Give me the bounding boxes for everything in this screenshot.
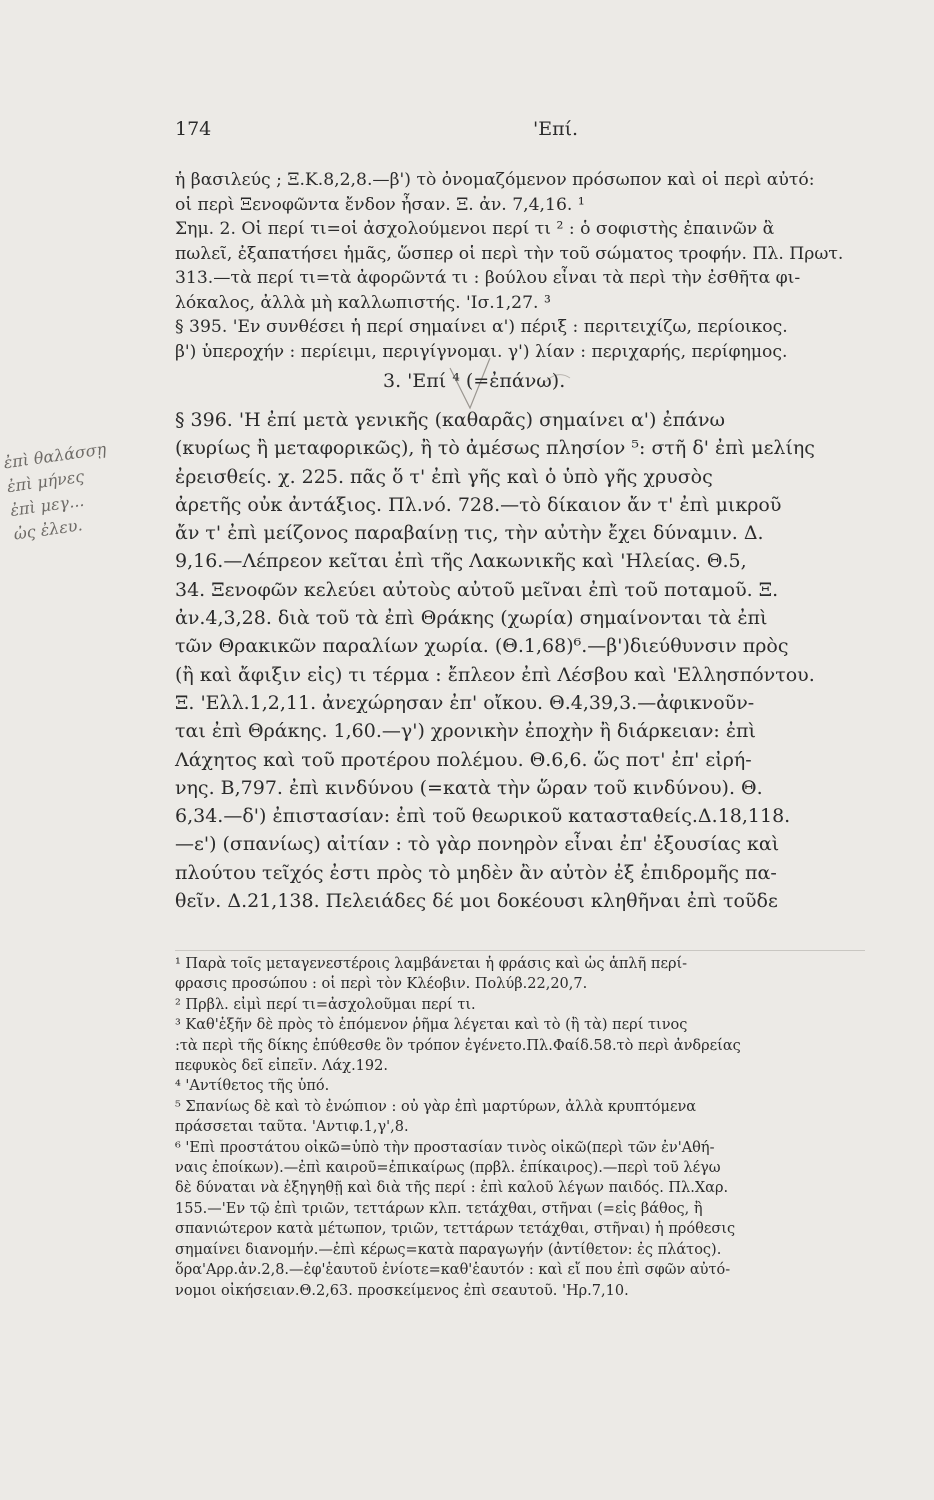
handwritten-note: ἐπὶ μήνες xyxy=(5,466,86,497)
handwritten-note: ὠς ἐλευ. xyxy=(12,515,84,544)
text-line: ἄν τ' ἐπὶ μείζονος παραβαίνῃ τις, τὴν αὐτὴν ἔχει δύναμιν. Δ. xyxy=(175,522,764,545)
page-header xyxy=(175,118,875,148)
text-line: ται ἐπὶ Θράκης. 1,60.—γ') χρονικὴν ἐποχὴν ἢ διάρκειαν: ἐπὶ xyxy=(175,720,756,743)
footnote-line: ναις ἐποίκων).—ἐπὶ καιροῦ=ἐπικαίρως (πρβλ. ἐπίκαιρος).—περὶ τοῦ λέγω xyxy=(175,1160,721,1177)
footnote-line: ὅρα'Αρρ.ἀν.2,8.—ἐφ'ἑαυτοῦ ἐνίοτε=καθ'ἑαυτόν : καὶ εἴ που ἐπὶ σφῶν αὐτό- xyxy=(175,1262,731,1279)
footnote-line: ⁶ 'Επὶ προστάτου οἰκῶ=ὑπὸ τὴν προστασίαν τινὸς οἰκῶ(περὶ τῶν ἐν'Αθή- xyxy=(175,1139,715,1156)
text-line: Σημ. 2. Οἱ περί τι=οἱ ἀσχολούμενοι περί τι ² : ὁ σοφιστὴς ἐπαινῶν ἃ xyxy=(175,219,775,239)
footnote-line: ³ Καθ'ἑξῆν δὲ πρὸς τὸ ἑπόμενον ῥῆμα λέγεται καὶ τὸ (ἢ τὰ) περί τινος xyxy=(175,1017,688,1034)
text-line: (κυρίως ἢ μεταφορικῶς), ἢ τὸ ἀμέσως πλησίον ⁵: στῆ δ' ἐπὶ μελίης ἐρεισθείς. χ. 225. πᾶς ὅ τ' ἐπὶ γῆς καὶ ὁ ὑπὸ γῆς χρυσὸς xyxy=(175,437,815,488)
text-line: —ε') (σπανίως) αἰτίαν : τὸ γὰρ πονηρὸν εἶναι ἐπ' ἐξουσίας καὶ xyxy=(175,833,780,856)
text-line: 313.—τὰ περί τι=τὰ ἀφορῶντά τι : βούλου εἶναι τὰ περὶ τὴν ἐσθῆτα φι- xyxy=(175,268,801,288)
text-line: 9,16.—Λέπρεον κεῖται ἐπὶ τῆς Λακωνικῆς καὶ 'Ηλείας. Θ.5, xyxy=(175,550,747,573)
text-line: τῶν Θρακικῶν παραλίων χωρία. (Θ.1,68)⁶.—β')διεύθυνσιν πρὸς xyxy=(175,635,789,658)
footnote-line: ⁴ 'Αντίθετος τῆς ὑπό. xyxy=(175,1078,330,1095)
text-line: 6,34.—δ') ἐπιστασίαν: ἐπὶ τοῦ θεωρικοῦ κατασταθείς.Δ.18,118. xyxy=(175,805,791,828)
running-title: 'Επί. xyxy=(533,118,579,140)
text-line: Λάχητος καὶ τοῦ προτέρου πολέμου. Θ.6,6. ὥς ποτ' ἐπ' εἰρή- xyxy=(175,748,752,771)
footnote-line: :τὰ περὶ τῆς δίκης ἐπύθεσθε ὃν τρόπον ἐγένετο.Πλ.Φαίδ.58.τὸ περὶ ἀνδρείας xyxy=(175,1037,741,1054)
margin-handwriting xyxy=(2,429,174,546)
text-line: πωλεῖ, ἐξαπατήσει ἡμᾶς, ὥσπερ οἱ περὶ τὴν τοῦ σώματος τροφήν. Πλ. Πρωτ. xyxy=(175,243,844,264)
footnote-line: πράσσεται ταῦτα. 'Αντιφ.1,γ',8. xyxy=(175,1119,409,1136)
footnote-line: ² Πρβλ. εἰμὶ περί τι=ἀσχολοῦμαι περί τι. xyxy=(175,996,476,1013)
footnote-line: πεφυκὸς δεῖ εἰπεῖν. Λάχ.192. xyxy=(175,1058,388,1075)
footnotes xyxy=(175,954,875,1301)
text-line: ἀρετῆς οὐκ ἀντάξιος. Πλ.νό. 728.—τὸ δίκαιον ἄν τ' ἐπὶ μικροῦ xyxy=(175,493,782,516)
handwritten-note: ἐπὶ θαλάσσῃ xyxy=(2,439,108,473)
text-line: β') ὑπεροχήν : περίειμι, περιγίγνομαι. γ') λίαν : περιχαρής, περίφημος. xyxy=(175,341,788,362)
footnote-line: δὲ δύναται νὰ ἐξηγηθῇ καὶ διὰ τῆς περί : ἐπὶ καλοῦ λέγων παιδός. Πλ.Χαρ. xyxy=(175,1180,729,1197)
text-line: λόκαλος, ἀλλὰ μὴ καλλωπιστής. 'Ισ.1,27. ³ xyxy=(175,292,551,313)
footnote-line: 155.—'Εν τῷ ἐπὶ τριῶν, τεττάρων κλπ. τετάχθαι, στῆναι (=εἰς βάθος, ἢ xyxy=(175,1200,703,1217)
footnote-line: ¹ Παρὰ τοῖς μεταγενεστέροις λαμβάνεται ἡ φράσις καὶ ὡς ἁπλῆ περί- xyxy=(175,956,688,972)
page-number: 174 xyxy=(175,118,212,140)
footnote-line: φρασις προσώπου : οἱ περὶ τὸν Κλέοβιν. Πολύβ.22,20,7. xyxy=(175,976,588,993)
main-text-lower xyxy=(175,406,895,915)
footnote-line: σπανιώτερον κατὰ μέτωπον, τριῶν, τεττάρων τετάχθαι, στῆναι) ἡ πρόθεσις xyxy=(175,1221,736,1238)
text-line: θεῖν. Δ.21,138. Πελειάδες δέ μοι δοκέουσι κληθῆναι ἐπὶ τοῦδε xyxy=(175,890,778,913)
section-heading: 3. 'Επί ⁴ (=ἐπάνω). xyxy=(383,370,566,392)
text-line: ἡ βασιλεύς ; Ξ.Κ.8,2,8.—β') τὸ ὀνομαζόμενον πρόσωπον καὶ οἱ περὶ αὐτό: xyxy=(175,170,815,190)
text-line: § 395. 'Εν συνθέσει ἡ περί σημαίνει α') πέριξ : περιτειχίζω, περίοικος. xyxy=(175,317,788,337)
text-line: 34. Ξενοφῶν κελεύει αὐτοὺς αὐτοῦ μεῖναι ἐπὶ τοῦ ποταμοῦ. Ξ. xyxy=(175,578,779,601)
text-line: νης. Β,797. ἐπὶ κινδύνου (=κατὰ τὴν ὥραν τοῦ κινδύνου). Θ. xyxy=(175,776,763,799)
main-text-upper xyxy=(175,168,875,364)
text-line: (ἢ καὶ ἄφιξιν εἰς) τι τέρμα : ἔπλεον ἐπὶ Λέσβου καὶ 'Ελλησπόντου. xyxy=(175,663,815,686)
footnote-line: σημαίνει διανομήν.—ἐπὶ κέρως=κατὰ παραγωγήν (ἀντίθετον: ἐς πλάτος). xyxy=(175,1241,722,1258)
text-line: οἱ περὶ Ξενοφῶντα ἔνδον ἦσαν. Ξ. ἀν. 7,4,16. ¹ xyxy=(175,194,585,215)
footnote-line: ⁵ Σπανίως δὲ καὶ τὸ ἐνώπιον : οὐ γὰρ ἐπὶ μαρτύρων, ἀλλὰ κρυπτόμενα xyxy=(175,1098,697,1115)
text-line: § 396. 'Η ἐπί μετὰ γενικῆς (καθαρᾶς) σημαίνει α') ἐπάνω xyxy=(175,409,726,431)
footnote-line: νομοι οἰκήσειαν.Θ.2,63. προσκείμενος ἐπὶ σεαυτοῦ. 'Ηρ.7,10. xyxy=(175,1282,629,1299)
handwritten-note: ἐπὶ μεγ... xyxy=(9,490,86,520)
text-line: ἀν.4,3,28. διὰ τοῦ τὰ ἐπὶ Θράκης (χωρία) σημαίνονται τὰ ἐπὶ xyxy=(175,607,768,630)
text-line: Ξ. 'Ελλ.1,2,11. ἀνεχώρησαν ἐπ' οἴκου. Θ.4,39,3.—ἀφικνοῦν- xyxy=(175,691,755,714)
footnote-divider xyxy=(175,950,865,951)
text-line: πλούτου τεῖχός ἐστι πρὸς τὸ μηδὲν ἂν αὐτὸν ἐξ ἐπιδρομῆς πα- xyxy=(175,861,777,884)
